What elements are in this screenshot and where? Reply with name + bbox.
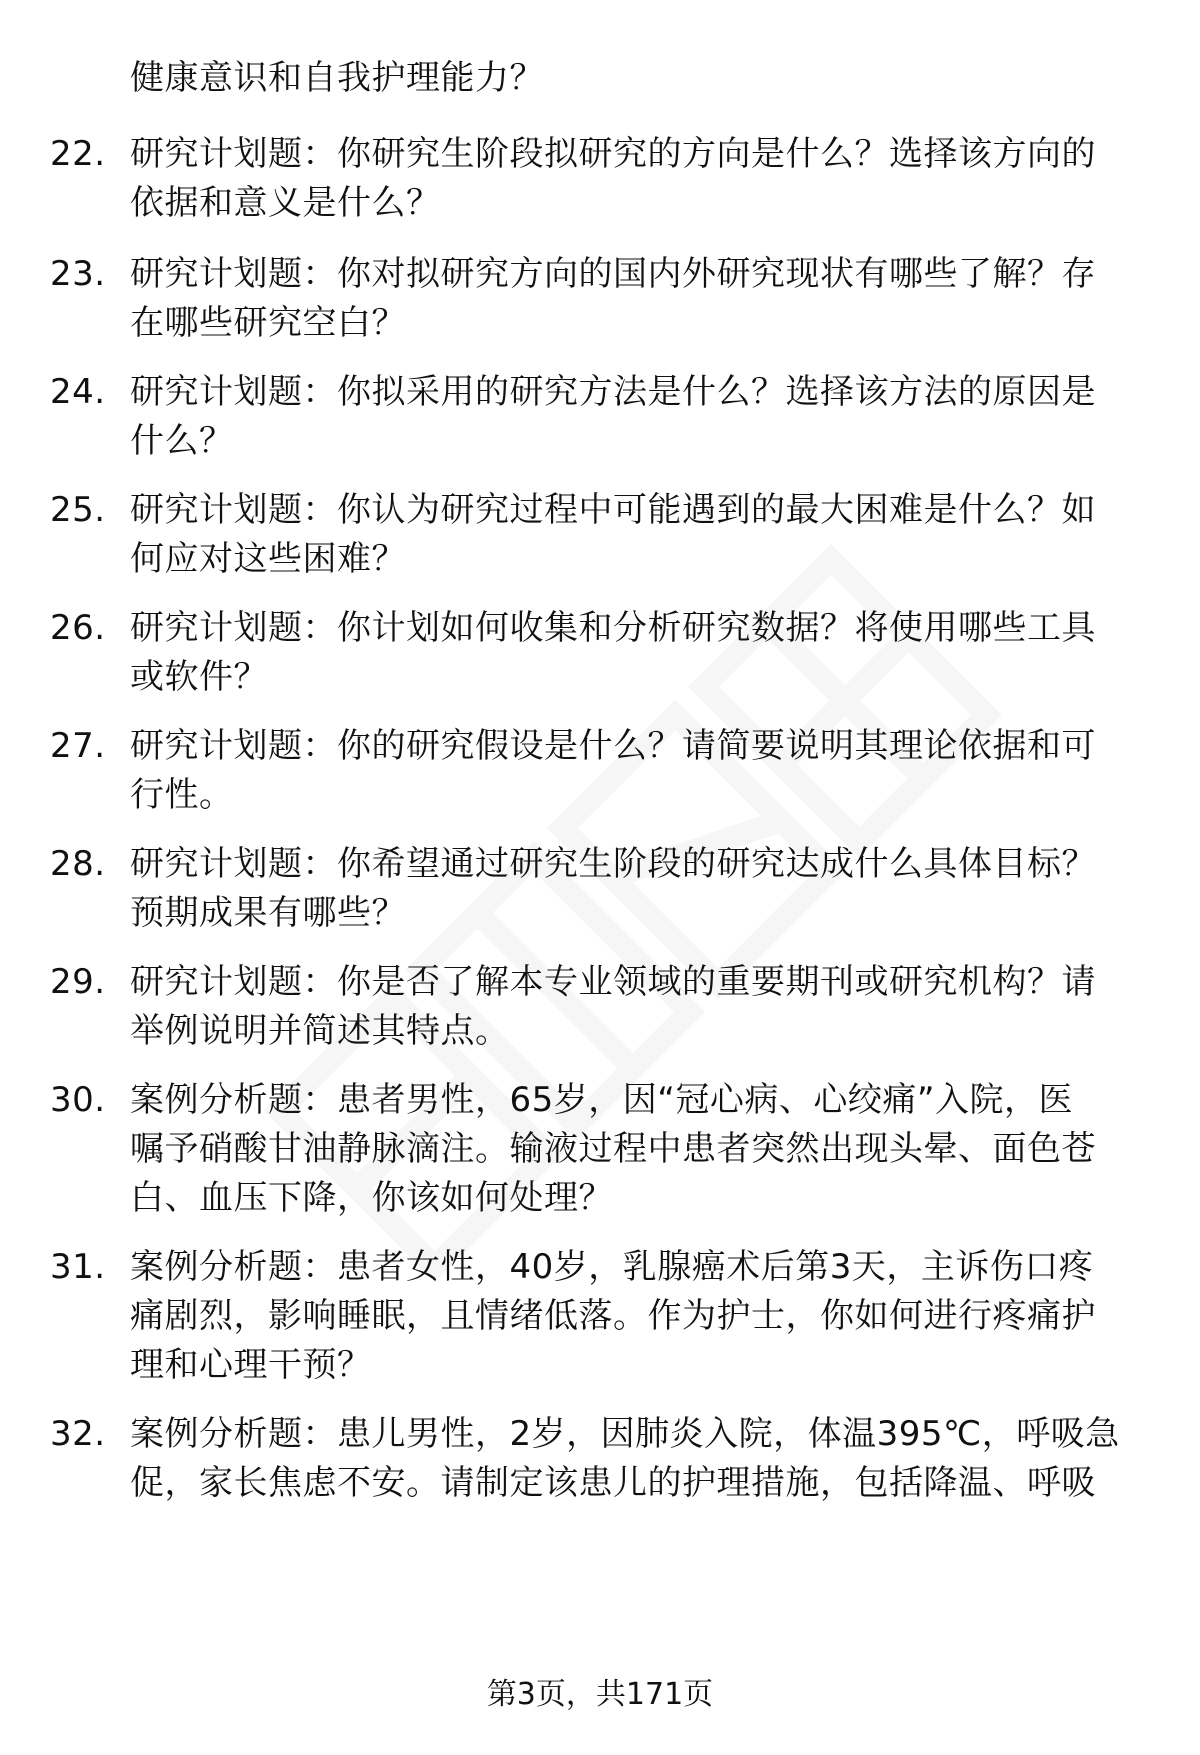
- question-line: 依据和意义是什么？: [130, 183, 441, 223]
- question-number: 27.: [50, 726, 106, 766]
- question-line: 理和心理干预？: [130, 1345, 372, 1385]
- question-text: [130, 486, 1200, 584]
- question-line: 研究计划题：你拟采用的研究方法是什么？选择该方法的原因是: [130, 372, 1096, 412]
- question-item: [50, 1243, 1150, 1390]
- question-text: [130, 368, 1200, 466]
- question-number: 24.: [50, 372, 106, 412]
- question-line: 或软件？: [130, 657, 268, 697]
- question-line: 痛剧烈，影响睡眠，且情绪低落。作为护士，你如何进行疼痛护: [130, 1296, 1096, 1336]
- page-footer: 第3页，共171页: [486, 1677, 714, 1712]
- question-line: 行性。: [130, 775, 234, 815]
- question-item: [50, 1410, 1150, 1508]
- question-number: 28.: [50, 844, 106, 884]
- question-text: [130, 1076, 1200, 1223]
- question-number: 23.: [50, 254, 106, 294]
- question-number: 29.: [50, 962, 106, 1002]
- question-item: [50, 840, 1150, 938]
- question-number: 25.: [50, 490, 106, 530]
- question-line: 案例分析题：患者女性，40岁，乳腺癌术后第3天，主诉伤口疼: [130, 1247, 1094, 1287]
- question-item: [50, 130, 1150, 228]
- question-text: [130, 840, 1200, 938]
- question-text: [130, 604, 1200, 702]
- question-item: [50, 604, 1150, 702]
- question-item: [50, 958, 1150, 1056]
- question-item: [50, 368, 1150, 466]
- question-line: 嘱予硝酸甘油静脉滴注。输液过程中患者突然出现头晕、面色苍: [130, 1129, 1096, 1169]
- question-line: 研究计划题：你计划如何收集和分析研究数据？将使用哪些工具: [130, 608, 1096, 648]
- question-text: [130, 722, 1200, 820]
- question-text: [130, 1243, 1200, 1390]
- question-line: 举例说明并简述其特点。: [130, 1011, 510, 1051]
- question-line: 研究计划题：你认为研究过程中可能遇到的最大困难是什么？如: [130, 490, 1096, 530]
- question-line: 白、血压下降，你该如何处理？: [130, 1178, 613, 1218]
- question-text: [130, 1410, 1200, 1508]
- question-item: [50, 250, 1150, 348]
- question-line: 案例分析题：患者男性，65岁，因“冠心病、心绞痛”入院，医: [130, 1080, 1073, 1120]
- question-number: 30.: [50, 1080, 106, 1120]
- question-line: 促，家长焦虑不安。请制定该患儿的护理措施，包括降温、呼吸: [130, 1463, 1096, 1503]
- question-line: 何应对这些困难？: [130, 539, 406, 579]
- question-line: 研究计划题：你是否了解本专业领域的重要期刊或研究机构？请: [130, 962, 1096, 1002]
- question-item: [50, 1076, 1150, 1223]
- question-text: [130, 958, 1200, 1056]
- question-line: 研究计划题：你希望通过研究生阶段的研究达成什么具体目标？: [130, 844, 1096, 884]
- question-line: 研究计划题：你的研究假设是什么？请简要说明其理论依据和可: [130, 726, 1096, 766]
- question-item: [50, 722, 1150, 820]
- question-item: [50, 486, 1150, 584]
- question-number: 32.: [50, 1414, 106, 1454]
- question-text: [130, 250, 1200, 348]
- question-line: 预期成果有哪些？: [130, 893, 406, 933]
- question-line: 案例分析题：患儿男性，2岁，因肺炎入院，体温395℃，呼吸急: [130, 1414, 1120, 1454]
- question-text: [130, 130, 1200, 228]
- question-line: 什么？: [130, 421, 234, 461]
- question-number: 31.: [50, 1247, 106, 1287]
- question-line: 研究计划题：你对拟研究方向的国内外研究现状有哪些了解？存: [130, 254, 1096, 294]
- question-line: 研究计划题：你研究生阶段拟研究的方向是什么？选择该方向的: [130, 134, 1096, 174]
- question-line: 在哪些研究空白？: [130, 303, 406, 343]
- question-number: 26.: [50, 608, 106, 648]
- question-number: 22.: [50, 134, 106, 174]
- continuation-line: 健康意识和自我护理能力？: [130, 58, 544, 98]
